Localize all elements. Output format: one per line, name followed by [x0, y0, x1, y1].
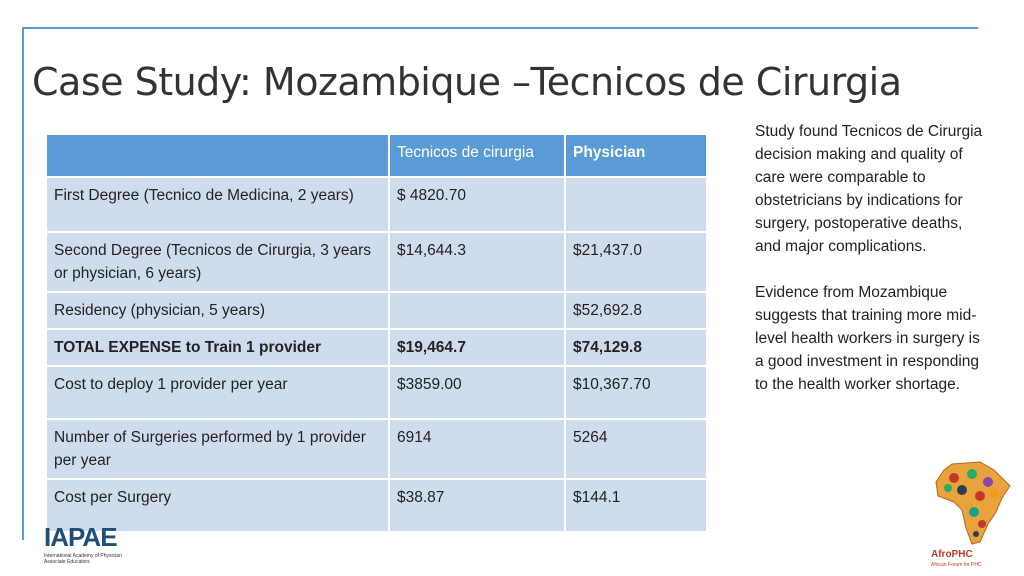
tecnicos-value: $3859.00	[389, 366, 565, 419]
tecnicos-value: $19,464.7	[389, 329, 565, 366]
table-row-total	[46, 329, 707, 366]
tecnicos-value	[389, 292, 565, 329]
afrophc-tagline: African Forum for PHC	[931, 562, 982, 568]
tecnicos-value: $ 4820.70	[389, 177, 565, 232]
tecnicos-value: 6914	[389, 419, 565, 479]
table-row	[46, 419, 707, 479]
physician-value: $144.1	[565, 479, 707, 532]
tecnicos-value: $38.87	[389, 479, 565, 532]
physician-value: $52,692.8	[565, 292, 707, 329]
physician-value: $74,129.8	[565, 329, 707, 366]
afrophc-logo: AfroPHC	[931, 549, 973, 560]
africa-map-icon	[932, 458, 1014, 548]
header-physician: Physician	[565, 134, 707, 177]
row-label: Second Degree (Tecnicos de Cirurgia, 3 years or physician, 6 years)	[46, 232, 389, 292]
frame-top-line	[22, 27, 978, 29]
row-label: Cost per Surgery	[46, 479, 389, 532]
table-header-row	[46, 134, 707, 177]
row-label: Number of Surgeries performed by 1 provider per year	[46, 419, 389, 479]
sidebar-text	[755, 120, 985, 419]
cost-table	[45, 133, 708, 533]
row-label: Cost to deploy 1 provider per year	[46, 366, 389, 419]
evidence-paragraph: Evidence from Mozambique suggests that training more mid-level health workers in surgery is a good investment in responding to the health worker shortage.	[755, 284, 980, 393]
table-row	[46, 366, 707, 419]
row-label: Residency (physician, 5 years)	[46, 292, 389, 329]
row-label: First Degree (Tecnico de Medicina, 2 years)	[46, 177, 389, 232]
page-title: Case Study: Mozambique –Tecnicos de Cirurgia	[32, 60, 902, 104]
table-row	[46, 232, 707, 292]
header-tecnicos: Tecnicos de cirurgia	[389, 134, 565, 177]
table-row	[46, 292, 707, 329]
physician-value: 5264	[565, 419, 707, 479]
iapae-logo	[44, 522, 124, 568]
iapae-logo-name: International Academy of Physician Associate Educators	[44, 553, 122, 565]
header-empty	[46, 134, 389, 177]
study-finding-paragraph: Study found Tecnicos de Cirurgia decision making and quality of care were comparable to obstetricians by indications for surgery, postoperative deaths, and major complications.	[755, 123, 983, 255]
iapae-logo-mark: IAPAE	[44, 522, 117, 552]
table-row	[46, 479, 707, 532]
tecnicos-value: $14,644.3	[389, 232, 565, 292]
physician-value: $10,367.70	[565, 366, 707, 419]
physician-value	[565, 177, 707, 232]
table-row	[46, 177, 707, 232]
physician-value: $21,437.0	[565, 232, 707, 292]
frame-left-line	[22, 27, 24, 540]
row-label: TOTAL EXPENSE to Train 1 provider	[46, 329, 389, 366]
